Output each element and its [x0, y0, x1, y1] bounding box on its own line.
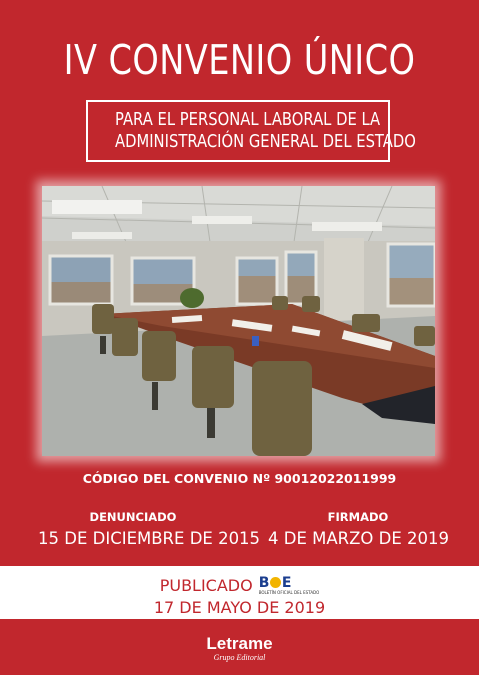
- denunciado-date: 15 DE DICIEMBRE DE 2015: [38, 529, 261, 548]
- publisher-tagline: Grupo Editorial: [213, 653, 266, 662]
- boe-logo: [259, 574, 320, 595]
- firmado-date: 4 DE MARZO DE 2019: [268, 529, 450, 548]
- publicado-section: [0, 574, 479, 617]
- cover-subtitle-line-2: ADMINISTRACIÓN GENERAL DEL ESTADO: [115, 131, 416, 152]
- cover-subtitle-line-1: PARA EL PERSONAL LABORAL DE LA: [115, 109, 381, 130]
- publisher-logo: [0, 634, 479, 662]
- firmado-label: FIRMADO: [327, 510, 389, 524]
- convenio-code: CÓDIGO DEL CONVENIO Nº 90012022011999: [82, 471, 397, 486]
- publication-band: [0, 566, 479, 619]
- boe-caption: BOLETÍN OFICIAL DEL ESTADO: [258, 590, 320, 595]
- boe-logo-icon: B E: [258, 575, 291, 591]
- denunciado-block: [38, 510, 261, 548]
- publisher-name: Letrame: [206, 634, 273, 653]
- publicado-label: PUBLICADO: [159, 576, 253, 595]
- meeting-room-photo: [42, 186, 435, 456]
- cover-title: IV CONVENIO ÚNICO: [63, 36, 416, 84]
- firmado-block: [268, 510, 448, 548]
- cover-subtitle-box: [86, 100, 416, 162]
- publicado-date: 17 DE MAYO DE 2019: [153, 598, 326, 617]
- denunciado-label: DENUNCIADO: [89, 510, 177, 524]
